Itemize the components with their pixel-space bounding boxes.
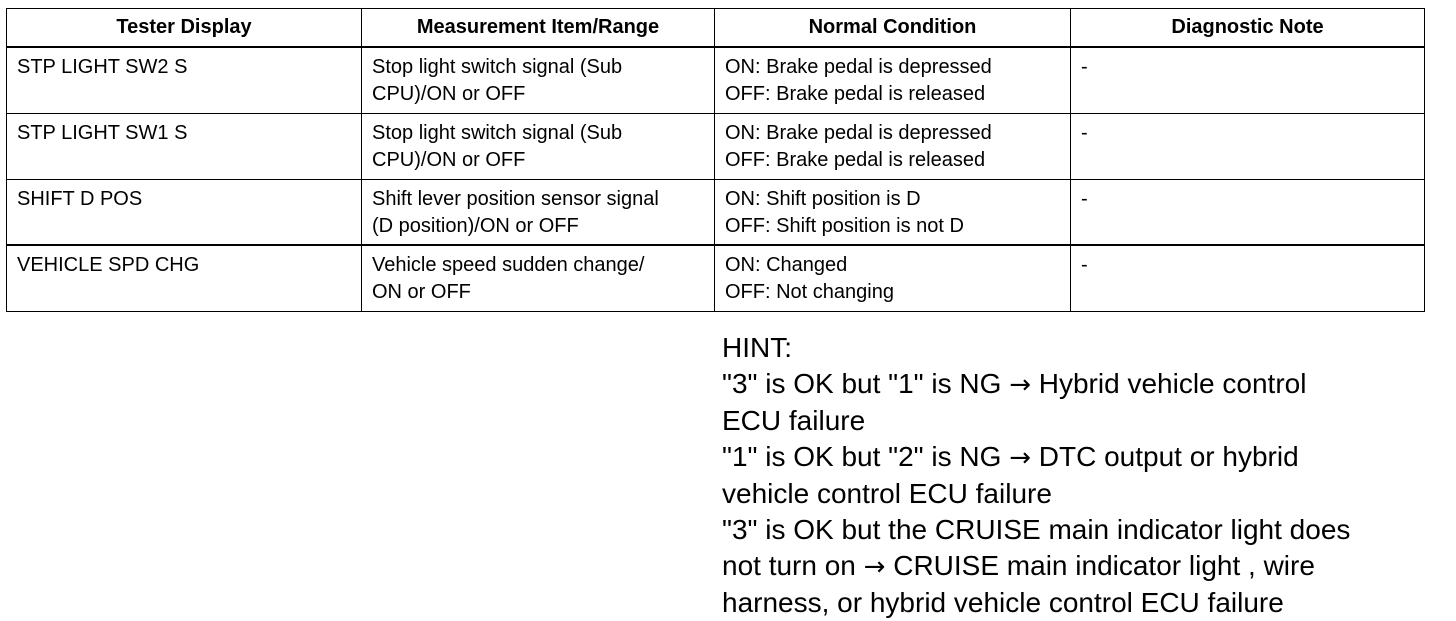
cell-tester-display: SHIFT D POS <box>7 179 362 245</box>
cell-measurement: Shift lever position sensor signal (D position)/ON or OFF <box>362 179 715 245</box>
hint-title: HINT: <box>722 332 792 363</box>
header-normal-condition: Normal Condition <box>715 9 1071 48</box>
cell-diagnostic-note: - <box>1071 245 1425 311</box>
header-diagnostic-note: Diagnostic Note <box>1071 9 1425 48</box>
cell-measurement: Stop light switch signal (Sub CPU)/ON or OFF <box>362 113 715 179</box>
table-row <box>7 245 1425 311</box>
cell-diagnostic-note: - <box>1071 47 1425 113</box>
hint-line: "1" is OK but "2" is NG → DTC output or hybrid <box>722 441 1299 473</box>
cell-normal-condition: ON: Brake pedal is depressed OFF: Brake pedal is released <box>715 113 1071 179</box>
cell-diagnostic-note: - <box>1071 113 1425 179</box>
cell-normal-condition: ON: Shift position is D OFF: Shift position is not D <box>715 179 1071 245</box>
table-row <box>7 113 1425 179</box>
cell-measurement: Stop light switch signal (Sub CPU)/ON or OFF <box>362 47 715 113</box>
cell-tester-display: STP LIGHT SW1 S <box>7 113 362 179</box>
hint-line: harness, or hybrid vehicle control ECU failure <box>722 587 1284 618</box>
cell-measurement: Vehicle speed sudden change/ ON or OFF <box>362 245 715 311</box>
hint-line: ECU failure <box>722 405 866 436</box>
cell-tester-display: STP LIGHT SW2 S <box>7 47 362 113</box>
cell-normal-condition: ON: Changed OFF: Not changing <box>715 245 1071 311</box>
hint-line: "3" is OK but the CRUISE main indicator light does <box>722 514 1351 545</box>
header-measurement-item: Measurement Item/Range <box>362 9 715 48</box>
right-arrow-icon: → <box>863 552 886 582</box>
data-list-table <box>6 8 1425 312</box>
hint-block <box>722 330 1442 621</box>
table-row <box>7 179 1425 245</box>
hint-line: "3" is OK but "1" is NG → Hybrid vehicle control <box>722 368 1307 400</box>
table-row <box>7 47 1425 113</box>
data-list-table-container <box>6 8 1424 312</box>
cell-diagnostic-note: - <box>1071 179 1425 245</box>
header-tester-display: Tester Display <box>7 9 362 48</box>
right-arrow-icon: → <box>1009 443 1031 473</box>
cell-normal-condition: ON: Brake pedal is depressed OFF: Brake pedal is released <box>715 47 1071 113</box>
right-arrow-icon: → <box>1009 370 1031 400</box>
table-header-row <box>7 9 1425 48</box>
hint-line: not turn on → CRUISE main indicator light , wire <box>722 550 1315 582</box>
hint-line: vehicle control ECU failure <box>722 478 1052 509</box>
cell-tester-display: VEHICLE SPD CHG <box>7 245 362 311</box>
